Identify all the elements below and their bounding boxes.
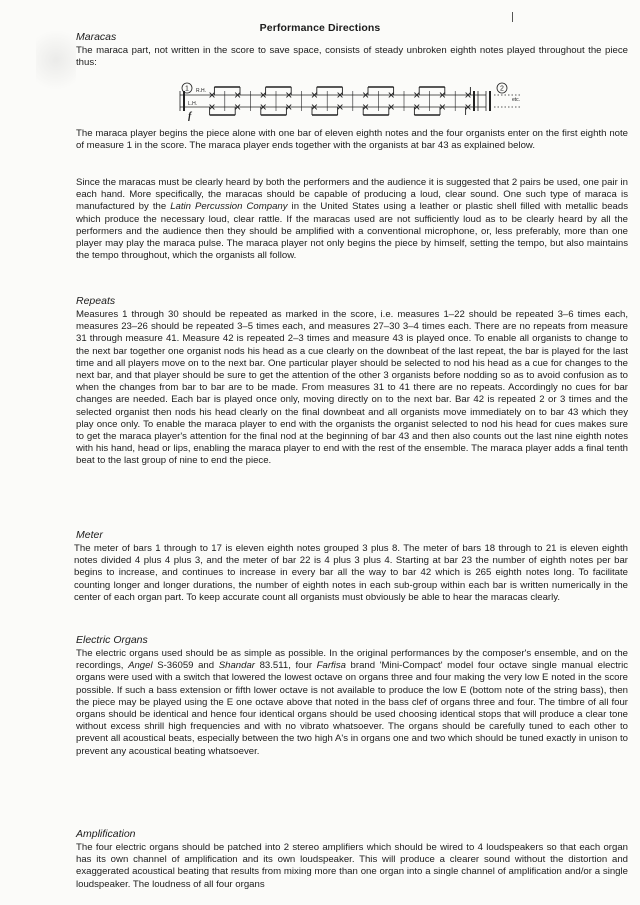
heading-repeats: Repeats bbox=[76, 295, 116, 307]
maracas-instrument-paragraph: Since the maracas must be clearly heard by both the performers and the audience it is suggested that 2 pairs be used, one pair in each hand. More specifically, the maracas should be capable of producing a loud, clear sound. One such type of maraca is manufactured by the Latin Percussion Company in the United States using a leather or plastic shell filled with metallic beads which produce the necessary loud, clear rattle. If the maracas used are not sufficiently loud as to be clearly heard by all the performers and the audience then they should be amplified with a conventional microphone, or, less preferably, more than one player may play the maraca pulse. The maraca player not only begins the piece by himself, setting the tempo, but also maintains the tempo throughout, which the organists all follow. bbox=[76, 177, 628, 262]
heading-electric-organs: Electric Organs bbox=[76, 634, 148, 646]
maracas-intro: The maraca part, not written in the score to save space, consists of steady unbroken eighth notes played throughout the piece thus: bbox=[76, 45, 628, 69]
maracas-begin-paragraph: The maraca player begins the piece alone with one bar of eleven eighth notes and the four organists enter on the first eighth note of measure 1 in the score. The maraca player ends together with the organists at bar 43 as explained below. bbox=[76, 128, 628, 152]
dynamic-forte: f bbox=[188, 111, 192, 121]
etc-label: etc. bbox=[512, 97, 521, 103]
maraca-notation bbox=[168, 81, 538, 121]
measure-number-start: 1 bbox=[185, 85, 189, 93]
heading-meter: Meter bbox=[76, 529, 103, 541]
amplification-paragraph: The four electric organs should be patched into 2 stereo amplifiers which should be wired to 4 loudspeakers so that each organ has its own channel of amplification and its own loudspeaker. This will produce a clearer sound without the distortion and exaggerated acoustical beating that results from mixing more than one organ into a single channel of amplification and/or a single loudspeaker. The loudness of all four organs bbox=[76, 842, 628, 890]
electric-organs-paragraph: The electric organs used should be as simple as possible. In the original performances by the composer's ensemble, and on the recordings, Angel S-36059 and Shandar 83.511, four Farfisa brand 'Mini-Compact' model four octave single manual electric organs were used with a switch that lowered the lowest octave on organs three and four making the very low E noted in the score possible. If such a bass extension or fifth lower octave is not available to produce the low E (bottom note of the string bass), then the piece may be played using the E one octave above that noted in the bass clef of organs three and four. The timbre of all four organs should be identical and hence four identical organs should be used choosing identical stops that will produce a clear tone without excess shrill high frequencies and with no vibrato whatsoever. The organs should be carefully tuned to each other to prevent all acoustical beats, especially between the two high A's in organs one and two which should be tuned exactly in unison to prevent any acoustical beating whatsoever. bbox=[76, 648, 628, 757]
heading-maracas: Maracas bbox=[76, 31, 117, 43]
right-hand-label: R.H. bbox=[196, 88, 206, 94]
page-mark bbox=[512, 12, 513, 22]
left-hand-label: L.H. bbox=[188, 101, 198, 107]
page-title: Performance Directions bbox=[259, 22, 381, 34]
measure-number-next: 2 bbox=[500, 85, 504, 93]
heading-amplification: Amplification bbox=[76, 828, 136, 840]
repeats-paragraph: Measures 1 through 30 should be repeated as marked in the score, i.e. measures 1–22 should be repeated 3–6 times each, measures 23–26 should be repeated 3–5 times each, and measures 27–30 3–4 times each. There are no repeats from measure 31 through measure 41. Measure 42 is repeated 2–3 times and measure 43 is played once. To enable all organists to change to the next bar together one organist nods his head as a cue clearly on the downbeat of the last repeat, the bar is played for the last time and all players move on to the next bar. One particular player should be selected to nod his head as a cue for changes to the next bar, and that player should be sure to get the attention of the other 3 organists before nodding so as to avoid confusion as to when the changes from bar to bar are to be made. From measures 31 to 41 there are no repeats. Accordingly no cues for bar changes are needed. Each bar is played once only, moving directly on to the next bar. Bar 42 is repeated 2 or 3 times and the selected organist then nods his head clearly on the final downbeat and all organists move immediately on to bar 43 which they play once only. To enable the maraca player to end with the organists the organist selected to nod his head for cues makes sure to get the maraca player's attention for the final nod at the beginning of bar 43 and then also counts out the last nine eighth notes with his hand, head or lips, enabling the maraca player to end with the rest of the ensemble. The maraca player adds a final tenth beat to the last group of nine to end the piece. bbox=[76, 309, 628, 467]
scan-smudge bbox=[36, 30, 76, 100]
meter-paragraph: The meter of bars 1 through to 17 is eleven eighth notes grouped 3 plus 8. The meter of bars 18 through to 21 is eleven eighth notes divided 4 plus 4 plus 3, and the meter of bar 22 is 4 plus 3 plus 4. Starting at bar 23 the number of eighth notes per bar begins to increase, and continues to increase in every bar all the way to bar 42 which is 265 eighth notes long. To facilitate counting longer and longer durations, the number of eighth notes in each sub-group within each bar is written numerically in the center of each organ part. To keep accurate count all organists must obviously be able to hear the maracas clearly. bbox=[74, 543, 628, 603]
